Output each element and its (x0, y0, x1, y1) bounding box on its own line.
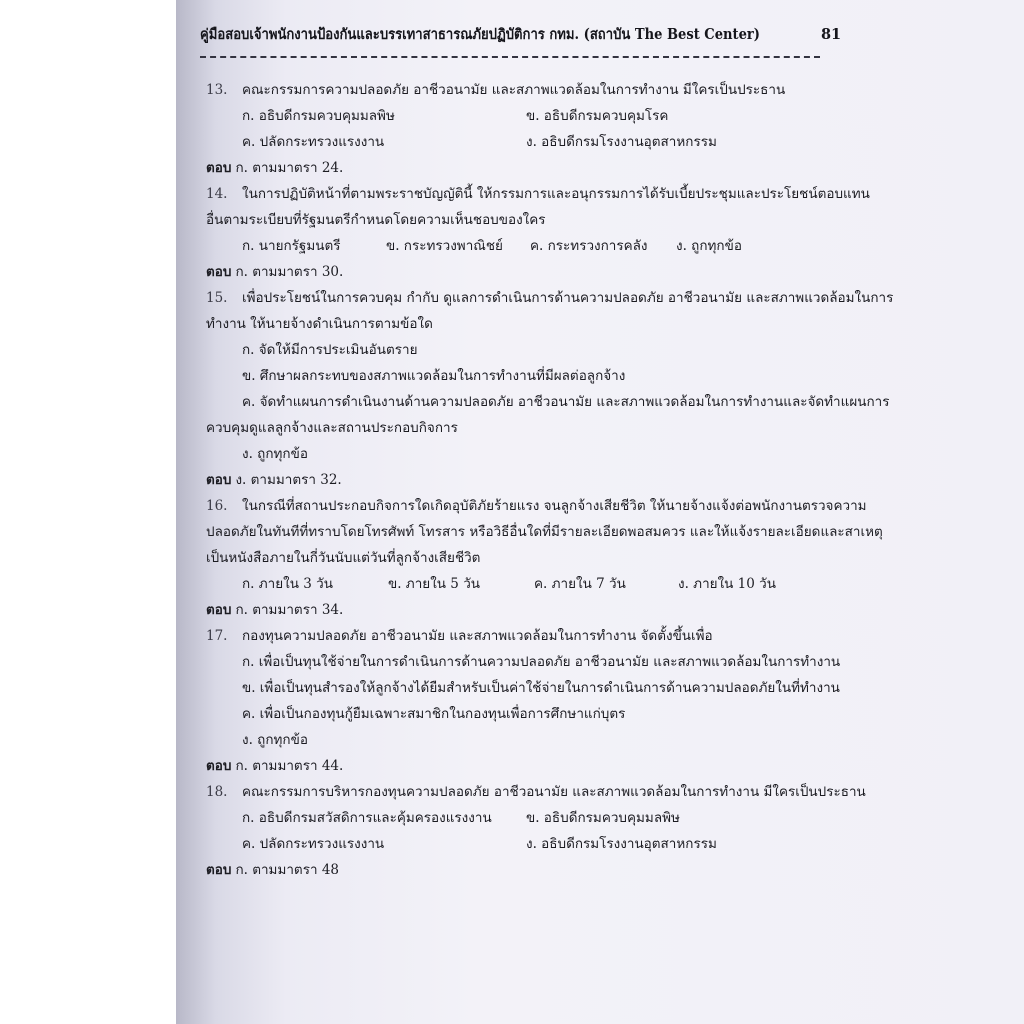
answer-text: ก. ตามมาตรา 24. (235, 160, 344, 176)
header-title: คู่มือสอบเจ้าพนักงานป้องกันและบรรเทาสาธารณภัยปฏิบัติการ กทม. (สถาบัน The Best Center) (200, 25, 760, 43)
question-14-text: ในการปฏิบัติหน้าที่ตามพระราชบัญญัตินี้ ให้กรรมการและอนุกรรมการได้รับเบี้ยประชุมและประโยชน์ตอบแทน (242, 186, 870, 202)
question-18-option-c: ค. ปลัดกระทรวงแรงงาน (242, 836, 385, 852)
question-17-option-c: ค. เพื่อเป็นกองทุนกู้ยืมเฉพาะสมาชิกในกองทุนเพื่อการศึกษาแก่บุตร (242, 706, 626, 722)
answer-label: ตอบ (206, 602, 232, 618)
question-18-text: คณะกรรมการบริหารกองทุนความปลอดภัย อาชีวอนามัย และสภาพแวดล้อมในการทำงาน มีใครเป็นประธาน (242, 784, 866, 800)
question-16-text-cont-2: เป็นหนังสือภายในกี่วันนับแต่วันที่ลูกจ้างเสียชีวิต (206, 550, 481, 566)
question-13-answer (206, 158, 343, 178)
question-14-option-c: ค. กระทรวงการคลัง (530, 238, 648, 254)
question-14-answer (206, 262, 343, 282)
question-18-option-d: ง. อธิบดีกรมโรงงานอุตสาหกรรม (526, 836, 717, 852)
question-14-option-d: ง. ถูกทุกข้อ (676, 238, 742, 254)
answer-label: ตอบ (206, 264, 232, 280)
answer-label: ตอบ (206, 160, 232, 176)
question-13-text: คณะกรรมการความปลอดภัย อาชีวอนามัย และสภาพแวดล้อมในการทำงาน มีใครเป็นประธาน (242, 82, 786, 98)
question-13-option-c: ค. ปลัดกระทรวงแรงงาน (242, 134, 385, 150)
answer-label: ตอบ (206, 758, 232, 774)
background-margin (0, 0, 176, 1024)
question-16-text: ในกรณีที่สถานประกอบกิจการใดเกิดอุบัติภัยร้ายแรง จนลูกจ้างเสียชีวิต ให้นายจ้างแจ้งต่อพนักงานตรวจความ (242, 498, 867, 514)
question-17-option-d: ง. ถูกทุกข้อ (242, 732, 308, 748)
question-15-option-c-cont: ควบคุมดูแลลูกจ้างและสถานประกอบกิจการ (206, 420, 458, 436)
question-17-option-b: ข. เพื่อเป็นทุนสำรองให้ลูกจ้างได้ยืมสำหรับเป็นค่าใช้จ่ายในการดำเนินการด้านความปลอดภัยในที่ทำงาน (242, 680, 840, 696)
answer-text: ง. ตามมาตรา 32. (235, 472, 342, 488)
question-15-option-b: ข. ศึกษาผลกระทบของสภาพแวดล้อมในการทำงานที่มีผลต่อลูกจ้าง (242, 368, 626, 384)
question-13-number: 13. (206, 82, 228, 98)
question-17-number: 17. (206, 628, 228, 644)
question-16-option-d: ง. ภายใน 10 วัน (678, 576, 776, 592)
question-17-text: กองทุนความปลอดภัย อาชีวอนามัย และสภาพแวดล้อมในการทำงาน จัดตั้งขึ้นเพื่อ (242, 628, 713, 644)
question-18-option-a: ก. อธิบดีกรมสวัสดิการและคุ้มครองแรงงาน (242, 810, 492, 826)
question-15-text-cont: ทำงาน ให้นายจ้างดำเนินการตามข้อใด (206, 316, 433, 332)
question-16-option-b: ข. ภายใน 5 วัน (388, 576, 481, 592)
question-16-option-a: ก. ภายใน 3 วัน (242, 576, 333, 592)
question-16-text-cont: ปลอดภัยในทันทีที่ทราบโดยโทรศัพท์ โทรสาร หรือวิธีอื่นใดที่มีรายละเอียดพอสมควร และให้แจ้งรายละเอียดและสาเหตุ (206, 524, 883, 540)
question-15-answer (206, 470, 342, 490)
question-16-answer (206, 600, 343, 620)
question-18-number: 18. (206, 784, 228, 800)
question-18-answer (206, 860, 339, 880)
answer-label: ตอบ (206, 862, 232, 878)
question-13-option-d: ง. อธิบดีกรมโรงงานอุตสาหกรรม (526, 134, 717, 150)
answer-label: ตอบ (206, 472, 232, 488)
question-13-option-b: ข. อธิบดีกรมควบคุมโรค (526, 108, 669, 124)
question-15-option-a: ก. จัดให้มีการประเมินอันตราย (242, 342, 418, 358)
question-15-number: 15. (206, 290, 228, 306)
question-15-text: เพื่อประโยชน์ในการควบคุม กำกับ ดูแลการดำเนินการด้านความปลอดภัย อาชีวอนามัย และสภาพแวดล้อมในการ (242, 290, 894, 306)
question-14-number: 14. (206, 186, 228, 202)
answer-text: ก. ตามมาตรา 48 (235, 862, 340, 878)
page-number: 81 (820, 25, 842, 43)
answer-text: ก. ตามมาตรา 44. (235, 758, 344, 774)
question-15-option-d: ง. ถูกทุกข้อ (242, 446, 308, 462)
header-divider (200, 56, 820, 58)
question-16-number: 16. (206, 498, 228, 514)
page-header (200, 20, 842, 48)
question-14-option-a: ก. นายกรัฐมนตรี (242, 238, 341, 254)
question-13-option-a: ก. อธิบดีกรมควบคุมมลพิษ (242, 108, 395, 124)
question-16-option-c: ค. ภายใน 7 วัน (534, 576, 626, 592)
question-14-option-b: ข. กระทรวงพาณิชย์ (386, 238, 503, 254)
answer-text: ก. ตามมาตรา 34. (235, 602, 344, 618)
question-17-answer (206, 756, 343, 776)
question-14-text-cont: อื่นตามระเบียบที่รัฐมนตรีกำหนดโดยความเห็นชอบของใคร (206, 212, 546, 228)
question-18-option-b: ข. อธิบดีกรมควบคุมมลพิษ (526, 810, 680, 826)
question-15-option-c: ค. จัดทำแผนการดำเนินงานด้านความปลอดภัย อาชีวอนามัย และสภาพแวดล้อมในการทำงานและจัดทำแผนการ (242, 394, 890, 410)
answer-text: ก. ตามมาตรา 30. (235, 264, 344, 280)
question-17-option-a: ก. เพื่อเป็นทุนใช้จ่ายในการดำเนินการด้านความปลอดภัย อาชีวอนามัย และสภาพแวดล้อมในการทำงาน (242, 654, 841, 670)
